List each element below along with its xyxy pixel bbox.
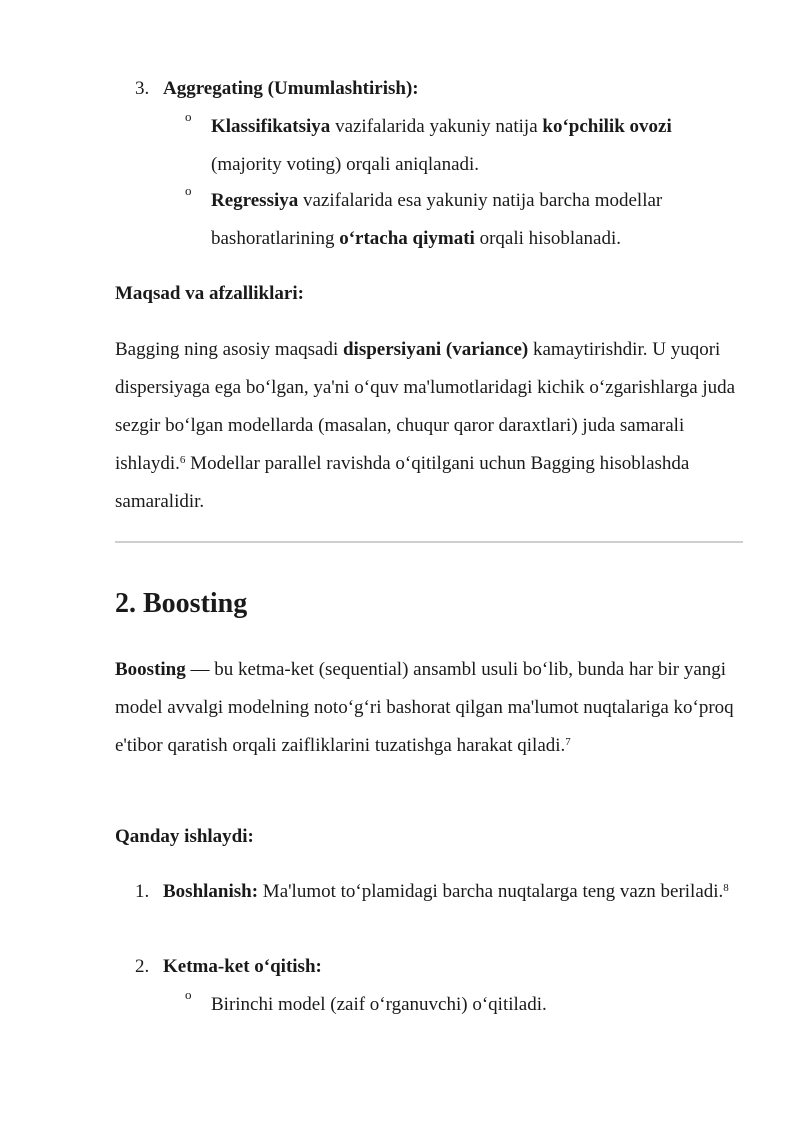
term-classification: Klassifikatsiya bbox=[211, 116, 331, 137]
bullet-marker: o bbox=[185, 987, 192, 1002]
list-number: 2. bbox=[135, 956, 150, 977]
list-number: 1. bbox=[135, 881, 150, 902]
section-title-boosting: 2. Boosting bbox=[115, 588, 248, 619]
list-item-label: Boshlanish: bbox=[163, 881, 259, 902]
paragraph-goals: Bagging ning asosiy maqsadi dispersiyani (variance) kamaytirishdir. U yuqori dispersiyaga ega bo‘lgan, ya'ni o‘quv ma'lumotlaridagi kichik o‘zgarishlarga juda sezgir bo‘lgan modellarda (masalan, chuqur qaror daraxtlari) juda samarali ishlaydi.$^6$ Modellar parallel ravishda o‘qitilgani uchun Bagging hisoblashda samaralidir. bbox=[115, 339, 736, 512]
footnote-ref[interactable]: 7 bbox=[565, 736, 571, 748]
bullet-marker: o bbox=[185, 109, 192, 124]
term-majority-vote: ko‘pchilik ovozi bbox=[542, 116, 672, 137]
section-heading-how-it-works: Qanday ishlaydi: bbox=[115, 826, 254, 847]
term-average-value: o‘rtacha qiymati bbox=[339, 228, 475, 249]
paragraph-boosting: Boosting — bu ketma-ket (sequential) ansambl usuli bo‘lib, bunda har bir yangi model avvalgi modelning noto‘g‘ri bashorat qilgan ma'lumot nuqtalariga ko‘proq e'tibor qaratish orqali zaifliklarini tuzatishga harakat qiladi.$^7$ bbox=[115, 659, 734, 756]
bullet-marker: o bbox=[185, 183, 192, 198]
list-number: 3. bbox=[135, 78, 150, 99]
footnote-ref[interactable]: 8 bbox=[723, 882, 729, 894]
term-boosting: Boosting bbox=[115, 659, 186, 680]
list-item-label: Ketma-ket o‘qitish: bbox=[163, 956, 322, 977]
footnote-ref[interactable]: 6 bbox=[179, 454, 186, 466]
horizontal-divider bbox=[115, 541, 743, 543]
term-regression: Regressiya bbox=[211, 190, 299, 211]
term-variance: dispersiyani (variance) bbox=[342, 339, 529, 360]
section-heading-goals: Maqsad va afzalliklari: bbox=[115, 283, 304, 304]
list-item-label: Aggregating (Umumlashtirish): bbox=[163, 78, 419, 99]
